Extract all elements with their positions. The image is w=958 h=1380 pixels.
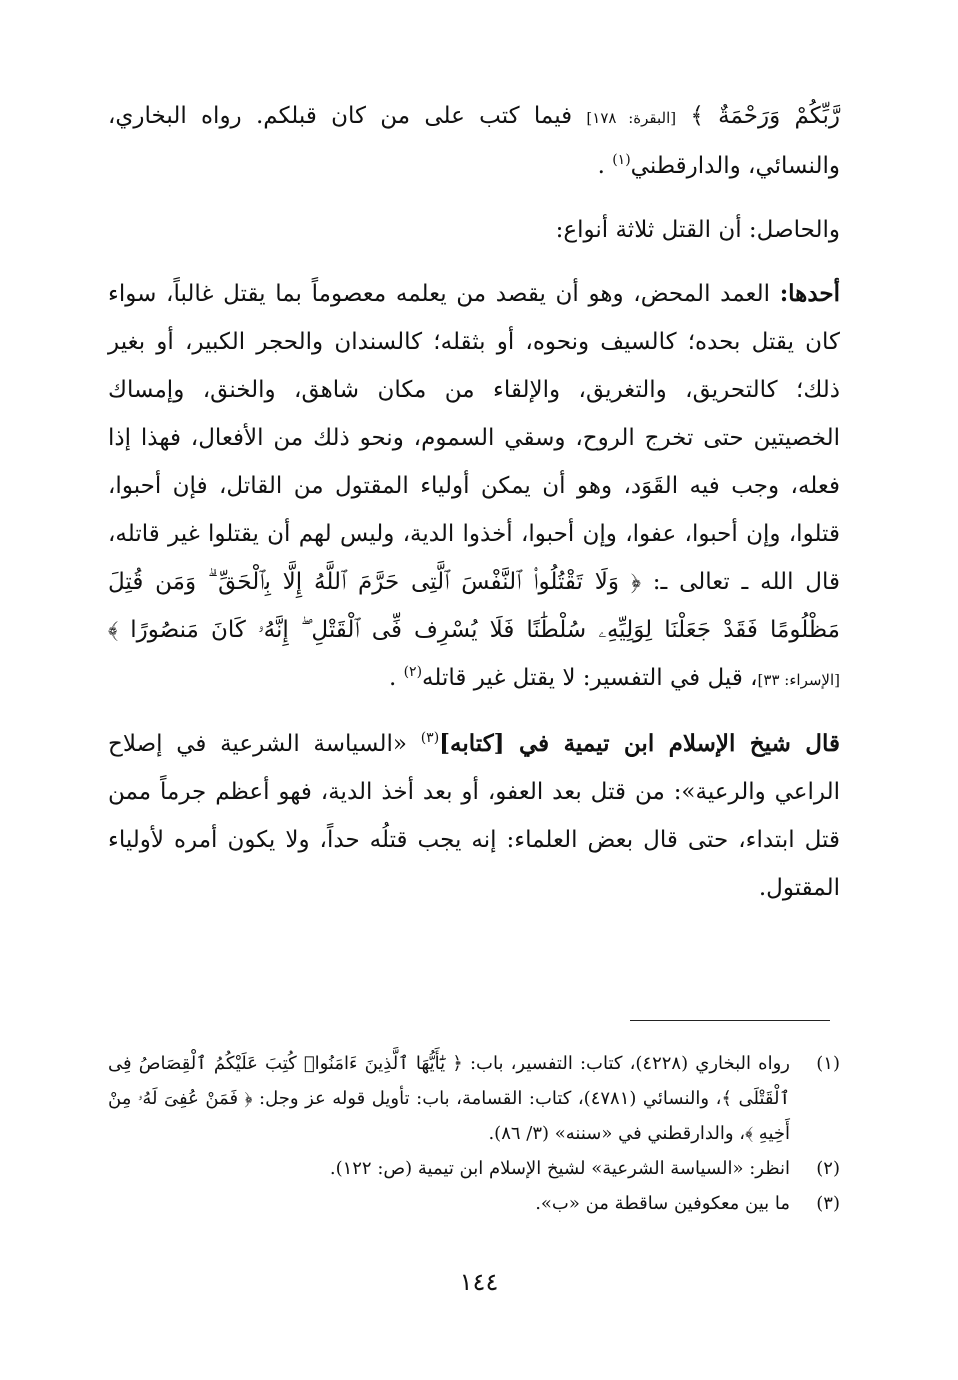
paragraph-end: . <box>388 665 397 691</box>
paragraph-text: فيما كتب على من كان قبلكم. رواه البخاري، والنسائي، والدارقطني <box>108 103 840 179</box>
paragraph-text: العمد المحض، وهو أن يقصد من يعلمه معصوماً بما يقتل غالباً، سواء كان يقتل بحده؛ كالسيف ونحوه، أو بثقله؛ كالسندان والحجر الكبير، أو بغير ذلك؛ كالتحريق، والتغريق، والإلقاء من مكان شاهق، والخنق، وإمساك الخصيتين حتى تخرج الروح، وسقي السموم، ونحو ذلك من الأفعال، فهذا إذا فعله، وجب فيه القَوَد، وهو أن يمكن أولياء المقتول من القاتل، فإن أحبوا، قتلوا، وإن أحبوا، عفوا، وإن أحبوا، أخذوا الدية، وليس لهم أن يقتلوا غير قاتله، قال الله ـ تعالى ـ: <box>108 281 840 595</box>
paragraph-end: . <box>597 153 605 179</box>
footnote-text: انظر: «السياسة الشرعية» لشيخ الإسلام ابن تيمية (ص: ١٢٢). <box>329 1158 790 1179</box>
footnotes <box>108 1046 840 1221</box>
paragraph-lead: أحدها: <box>779 280 840 307</box>
paragraph-1 <box>108 92 840 190</box>
footnote-1 <box>108 1046 840 1151</box>
footnote-text: ما بين معكوفين ساقطة من «ب». <box>535 1193 790 1214</box>
footnote-marker: (١) <box>612 152 631 168</box>
paragraph-3 <box>108 270 840 704</box>
paragraph-lead: قال شيخ الإسلام ابن تيمية في [كتابه] <box>439 730 840 757</box>
footnote-2 <box>108 1151 840 1186</box>
footnote-text <box>108 1046 790 1151</box>
surah-reference: [الإسراء: ٣٣] <box>757 671 840 689</box>
paragraph-4 <box>108 720 840 912</box>
quran-verse: رَّبِّكُمْ وَرَحْمَةٌ ﴾ <box>690 103 841 129</box>
quran-verse: ﴿ فَمَنْ عُفِىَ لَهُۥ مِنْ أَخِيهِ ﴾ <box>108 1088 790 1144</box>
main-text <box>108 92 840 912</box>
footnote-text-part: رواه البخاري (٤٢٢٨)، كتاب: التفسير، باب: <box>462 1053 790 1074</box>
footnote-number: (٢) <box>816 1158 840 1179</box>
footnote-separator <box>630 1020 830 1021</box>
paragraph-2: والحاصل: أن القتل ثلاثة أنواع: <box>555 217 840 243</box>
quran-verse: ﴿ وَلَا تَقْتُلُوا۟ ٱلنَّفْسَ ٱلَّتِى حَرَّمَ ٱللَّهُ إِلَّا بِٱلْحَقِّ ۗ وَمَن قُتِلَ مَظْلُومًا فَقَدْ جَعَلْنَا لِوَلِيِّهِۦ سُلْطَٰنًا فَلَا يُسْرِف فِّى ٱلْقَتْلِ ۖ إِنَّهُۥ كَانَ مَنصُورًا ﴾ <box>108 569 840 643</box>
footnote-marker: (٢) <box>403 664 423 680</box>
paragraph-text-continued: ، قيل في التفسير: لا يقتل غير قاتله <box>422 665 758 691</box>
footnote-number: (٣) <box>816 1193 840 1214</box>
page-number: ١٤٤ <box>459 1268 499 1296</box>
footnote-text-part: ، والنسائي (٤٧٨١)، كتاب: القسامة، باب: تأويل قوله عز وجل: <box>252 1088 722 1109</box>
surah-reference: [البقرة: ١٧٨] <box>586 109 677 127</box>
paragraph-text: «السياسة الشرعية في إصلاح الراعي والرعية»: من قتل بعد العفو، أو بعد أخذ الدية، فهو أعظم جرماً ممن قتل ابتداء، حتى قال بعض العلماء: إنه يجب قتلُه حداً، ولا يكون أمره لأولياء المقتول. <box>108 731 840 901</box>
footnote-marker: (٣) <box>420 730 440 746</box>
quran-verse: ﴿ يَٰٓأَيُّهَا ٱلَّذِينَ ءَامَنُوا۟ كُتِبَ عَلَيْكُمُ ٱلْقِصَاصُ فِى ٱلْقَتْلَى ﴾ <box>108 1053 790 1109</box>
footnote-text-part: ، والدارقطني في «سننه» (٣/ ٨٦). <box>488 1123 746 1144</box>
footnote-number: (١) <box>816 1053 840 1074</box>
footnote-3 <box>108 1186 840 1221</box>
